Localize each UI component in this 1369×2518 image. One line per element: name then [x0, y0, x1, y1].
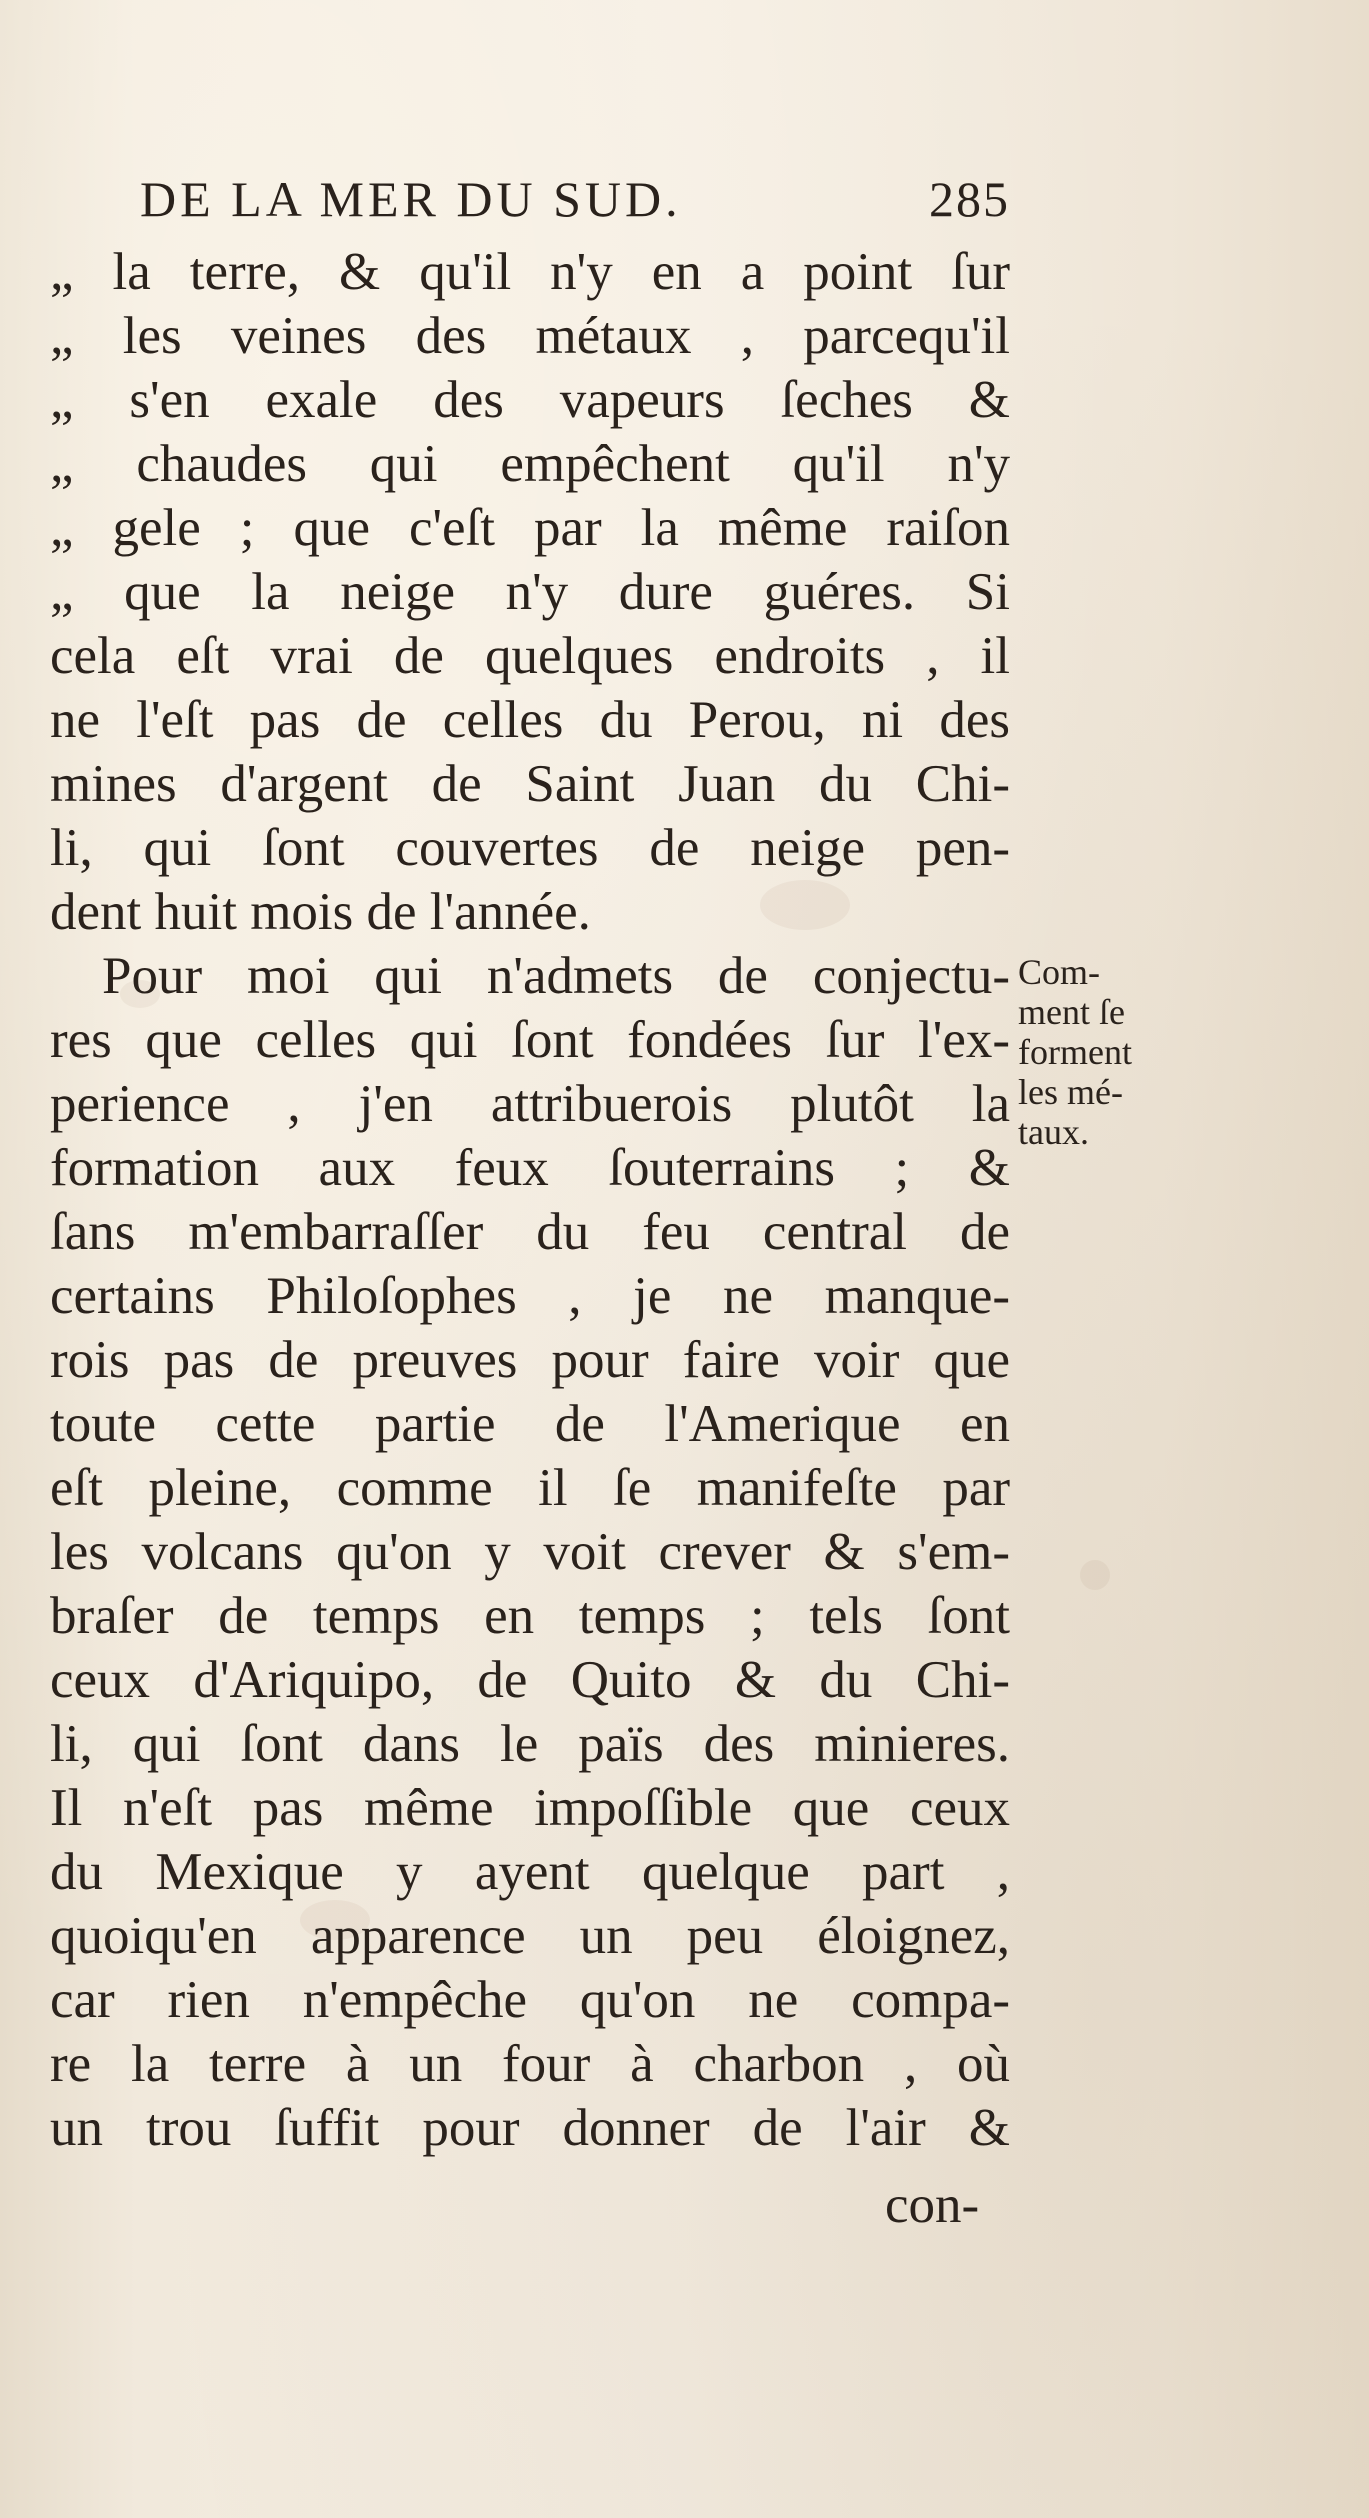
- text-line: rois pas de preuves pour faire voir que: [50, 1331, 1010, 1389]
- paragraph-start-line: Pour moi qui n'admets de conjectu-: [102, 947, 1010, 1005]
- text-line: eſt pleine, comme il ſe manifeſte par: [50, 1459, 1010, 1517]
- text-line: ne l'eſt pas de celles du Perou, ni des: [50, 691, 1010, 749]
- paper-stain: [1080, 1560, 1110, 1590]
- text-line: Il n'eſt pas même impoſſible que ceux: [50, 1779, 1010, 1837]
- text-line: perience , j'en attribuerois plutôt la: [50, 1075, 1010, 1133]
- margin-note: [1018, 952, 1178, 1152]
- text-line: braſer de temps en temps ; tels ſont: [50, 1587, 1010, 1645]
- text-line: formation aux feux ſouterrains ; &: [50, 1139, 1010, 1197]
- text-line: „ gele ; que c'eſt par la même raiſon: [50, 499, 1010, 557]
- text-line: „ s'en exale des vapeurs ſeches &: [50, 371, 1010, 429]
- margin-note-line: Com-: [1018, 952, 1101, 992]
- text-line: re la terre à un four à charbon , où: [50, 2035, 1010, 2093]
- text-line: cela eſt vrai de quelques endroits , il: [50, 627, 1010, 685]
- text-line: res que celles qui ſont fondées ſur l'ex-: [50, 1011, 1010, 1069]
- text-line: „ les veines des métaux , parcequ'il: [50, 307, 1010, 365]
- margin-note-line: taux.: [1018, 1112, 1089, 1152]
- margin-note-line: les mé-: [1018, 1072, 1123, 1112]
- page-number: 285: [929, 171, 1010, 227]
- text-line: du Mexique y ayent quelque part ,: [50, 1843, 1010, 1901]
- page-header: [140, 170, 1010, 240]
- catchword: con-: [885, 2176, 980, 2234]
- text-line: mines d'argent de Saint Juan du Chi-: [50, 755, 1010, 813]
- text-line: „ la terre, & qu'il n'y en a point ſur: [50, 243, 1010, 301]
- text-line: car rien n'empêche qu'on ne compa-: [50, 1971, 1010, 2029]
- running-head: DE LA MER DU SUD.: [140, 171, 682, 227]
- margin-note-line: ment ſe: [1018, 992, 1125, 1032]
- text-line: certains Philoſophes , je ne manque-: [50, 1267, 1010, 1325]
- text-line: quoiqu'en apparence un peu éloignez,: [50, 1907, 1010, 1965]
- text-line: toute cette partie de l'Amerique en: [50, 1395, 1010, 1453]
- text-line: dent huit mois de l'année.: [50, 883, 591, 941]
- text-line: ſans m'embarraſſer du feu central de: [50, 1203, 1010, 1261]
- text-line: „ que la neige n'y dure guéres. Si: [50, 563, 1010, 621]
- text-line: li, qui ſont dans le païs des minieres.: [50, 1715, 1010, 1773]
- text-line: un trou ſuffit pour donner de l'air &: [50, 2099, 1010, 2157]
- text-line: li, qui ſont couvertes de neige pen-: [50, 819, 1010, 877]
- margin-note-line: forment: [1018, 1032, 1132, 1072]
- text-line: les volcans qu'on y voit crever & s'em-: [50, 1523, 1010, 1581]
- body-text: [50, 240, 1010, 2160]
- text-line: ceux d'Ariquipo, de Quito & du Chi-: [50, 1651, 1010, 1709]
- text-line: „ chaudes qui empêchent qu'il n'y: [50, 435, 1010, 493]
